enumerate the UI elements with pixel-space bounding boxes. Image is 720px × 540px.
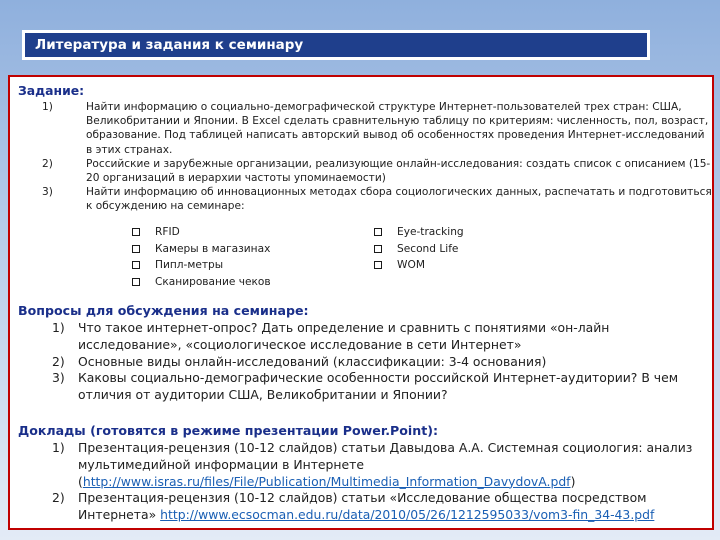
report-text-before: Презентация-рецензия (10-12 слайдов) статьи «Исследование общества посредством Интернета» — [78, 490, 647, 523]
options-left-list — [132, 224, 271, 290]
question-item — [52, 370, 712, 404]
slide-title: Литература и задания к семинару — [35, 37, 304, 53]
option-item — [374, 241, 464, 258]
checkbox-bullet-icon — [374, 261, 382, 269]
option-label: Пипл-метры — [155, 259, 224, 271]
report-item — [52, 490, 712, 524]
task-item-number: 2) — [42, 157, 53, 170]
options-right-list — [374, 224, 464, 274]
option-item — [132, 224, 271, 241]
checkbox-bullet-icon — [132, 278, 140, 286]
question-text: Что такое интернет-опрос? Дать определение и сравнить с понятиями «он-лайн исследование», «социологическое исследование в сети Интернет» — [78, 320, 610, 352]
report-text-after: ) — [570, 473, 576, 489]
option-label: RFID — [155, 226, 180, 238]
task-item — [42, 185, 714, 213]
slide-title-bar — [22, 30, 650, 60]
task-item-number: 3) — [42, 186, 53, 199]
option-item — [374, 257, 464, 274]
option-item — [132, 274, 271, 291]
question-text: Основные виды онлайн-исследований (классификации: 3-4 основания) — [78, 353, 547, 369]
question-item — [52, 354, 712, 371]
option-label: Eye-tracking — [397, 226, 464, 238]
task-item — [42, 100, 714, 157]
option-label: WOM — [397, 259, 425, 271]
option-label: Камеры в магазинах — [155, 242, 271, 255]
reports-list — [52, 440, 712, 524]
task-item-number: 1) — [42, 101, 53, 113]
question-text: Каковы социально-демографические особенности российской Интернет-аудитории? В чем отличия от аудитории США, Великобритании и Японии? — [78, 370, 679, 403]
report-text-before: Презентация-рецензия (10-12 слайдов) статьи Давыдова А.А. Системная социология: анализ мультимедийной информации в Интернете ( — [78, 440, 693, 489]
task-list — [42, 100, 714, 214]
questions-section-title: Вопросы для обсуждения на семинаре: — [18, 303, 309, 318]
task-item-text: Найти информацию о социально-демографической структуре Интернет-пользователей трех стран: США, Великобритании и Японии. В Excel сделать сравнительную таблицу по критериям: численность, пол, возраст, образование. Под таблицей написать авторский вывод об особенностях проведения Интернет-исследований в этих странах. — [86, 101, 709, 156]
task-item-text: Найти информацию об инновационных методах сбора социологических данных, распечатать и подготовиться к обсуждению на семинаре: — [86, 186, 712, 213]
task-item — [42, 157, 714, 185]
option-label: Second Life — [397, 242, 459, 255]
questions-list — [52, 320, 712, 404]
option-label: Сканирование чеков — [155, 275, 271, 288]
option-item — [374, 224, 464, 241]
option-item — [132, 241, 271, 258]
question-number: 2) — [52, 353, 65, 369]
content-box — [8, 75, 714, 530]
question-number: 1) — [52, 320, 65, 335]
question-number: 3) — [52, 370, 65, 386]
report-link[interactable]: http://www.isras.ru/files/File/Publication/Multimedia_Information_DavydovA.pdf — [82, 473, 571, 489]
checkbox-bullet-icon — [132, 245, 140, 253]
task-item-text: Российские и зарубежные организации, реализующие онлайн-исследования: создать список с описанием (15-20 организаций в иерархии частоты упоминаемости) — [86, 157, 711, 185]
report-link[interactable]: http://www.ecsocman.edu.ru/data/2010/05/26/1212595033/vom3-fin_34-43.pdf — [160, 507, 655, 523]
report-text — [78, 440, 712, 490]
report-text — [78, 490, 712, 524]
checkbox-bullet-icon — [132, 228, 140, 236]
checkbox-bullet-icon — [374, 245, 382, 253]
task-section-title: Задание: — [18, 83, 85, 98]
report-item — [52, 440, 712, 490]
question-item — [52, 320, 712, 354]
checkbox-bullet-icon — [132, 261, 140, 269]
report-number: 1) — [52, 440, 65, 455]
option-item — [132, 257, 271, 274]
reports-section-title: Доклады (готовятся в режиме презентации Power.Point): — [18, 423, 439, 438]
report-number: 2) — [52, 490, 65, 506]
checkbox-bullet-icon — [374, 228, 382, 236]
